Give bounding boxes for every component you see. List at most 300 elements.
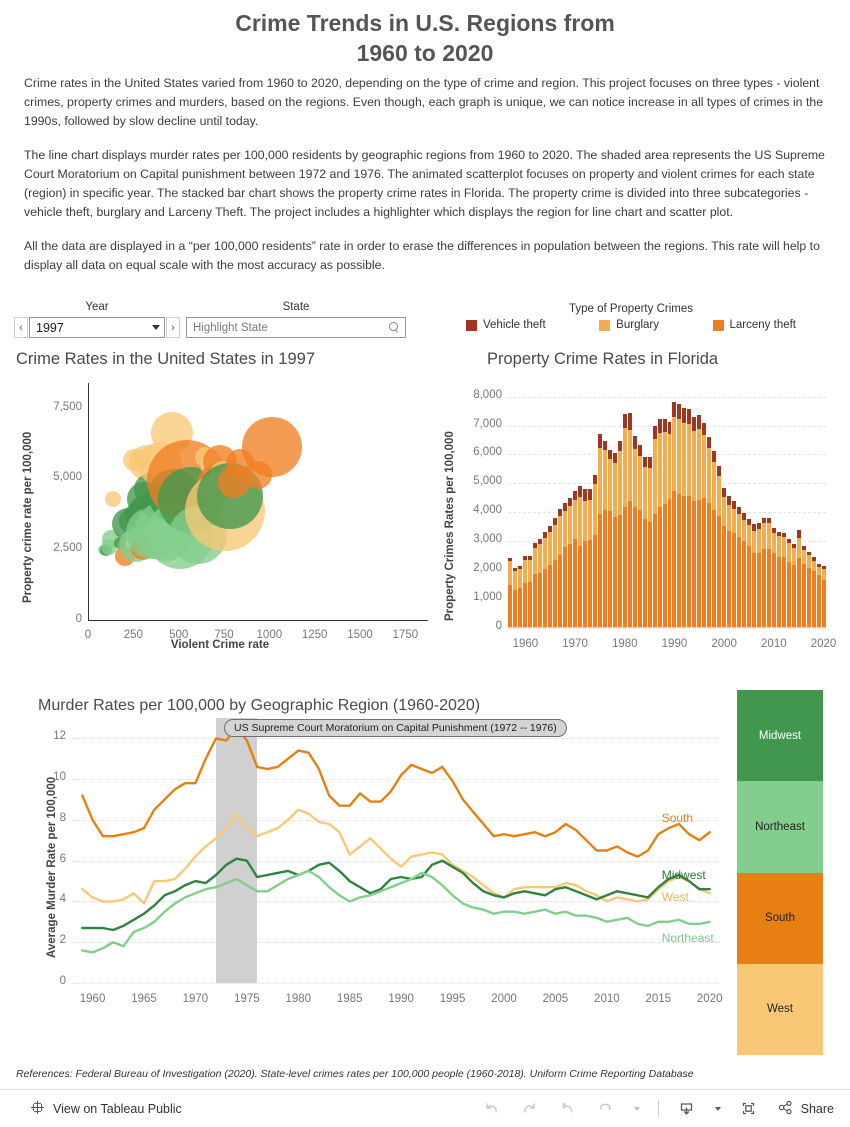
bar-segment (653, 514, 657, 628)
bar-segment (628, 413, 632, 429)
line-y-tick: 2 (59, 934, 66, 947)
bar-column[interactable] (687, 409, 691, 628)
bar-segment (643, 467, 647, 519)
bar-x-tick: 2000 (711, 638, 737, 650)
dashboard-title-line1: Crime Trends in U.S. Regions from (235, 10, 615, 36)
line-x-tick: 2000 (491, 993, 517, 1005)
bar-segment (508, 561, 512, 584)
bar-column[interactable] (643, 457, 647, 628)
bar-segment (628, 430, 632, 501)
bar-segment (558, 555, 562, 628)
bar-segment (633, 449, 637, 507)
bar-column[interactable] (513, 568, 517, 628)
line-y-axis-title: Average Murder Rate per 100,000 (46, 776, 58, 958)
bar-segment (712, 451, 716, 462)
bar-column[interactable] (598, 434, 602, 628)
bar-column[interactable] (772, 528, 776, 628)
bar-segment (668, 499, 672, 628)
bar-segment (722, 526, 726, 628)
bar-segment (692, 431, 696, 500)
bar-segment (523, 560, 527, 583)
bar-column[interactable] (663, 419, 667, 628)
bar-segment (583, 501, 587, 541)
bar-column[interactable] (583, 489, 587, 628)
undo-icon[interactable] (482, 1099, 502, 1119)
bar-segment (588, 540, 592, 628)
bar-x-tick: 2020 (810, 638, 837, 650)
state-filter (186, 300, 406, 338)
scatter-bubble[interactable] (105, 491, 121, 507)
scatter-x-axis-title: Violent Crime rate (170, 639, 270, 651)
bar-segment (782, 537, 786, 557)
bar-segment (663, 504, 667, 628)
bar-segment (563, 503, 567, 511)
bar-column[interactable] (782, 533, 786, 628)
bar-segment (802, 564, 806, 629)
bar-segment (643, 457, 647, 467)
bar-segment (717, 476, 721, 516)
scatter-y-tick: 2,500 (53, 542, 82, 555)
bar-column[interactable] (613, 453, 617, 628)
bar-segment (707, 503, 711, 628)
bar-column[interactable] (757, 523, 761, 628)
bar-segment (618, 515, 622, 628)
bar-segment (772, 533, 776, 553)
bar-segment (742, 520, 746, 541)
bar-segment (578, 486, 582, 497)
bar-segment (727, 505, 731, 530)
bar-column[interactable] (543, 532, 547, 628)
bar-segment (682, 496, 686, 628)
line-x-tick: 1970 (182, 993, 209, 1005)
year-select-value: 1997 (36, 320, 64, 335)
legend-item-larceny-theft[interactable] (713, 319, 796, 331)
bar-segment (668, 434, 672, 499)
bar-column[interactable] (648, 457, 652, 628)
bar-column[interactable] (588, 489, 592, 628)
bar-column[interactable] (593, 475, 597, 628)
bar-segment (598, 434, 602, 448)
bar-segment (687, 496, 691, 628)
region-legend-label: West (767, 1003, 793, 1016)
bar-segment (677, 404, 681, 419)
bar-segment (722, 497, 726, 526)
bar-segment (732, 509, 736, 533)
bar-column[interactable] (672, 402, 676, 628)
bar-column[interactable] (618, 441, 622, 628)
bar-segment (593, 535, 597, 628)
bar-segment (663, 419, 667, 432)
bar-column[interactable] (747, 519, 751, 628)
bar-column[interactable] (762, 518, 766, 628)
state-search-input[interactable] (186, 317, 406, 338)
bar-segment (623, 428, 627, 506)
line-y-tick: 0 (59, 975, 66, 987)
bar-column[interactable] (802, 546, 806, 628)
bar-segment (658, 507, 662, 628)
state-search-placeholder: Highlight State (193, 321, 268, 334)
bar-segment (663, 432, 667, 503)
bar-segment (638, 445, 642, 455)
region-legend-label: Midwest (758, 729, 802, 742)
legend-label: Vehicle theft (483, 319, 546, 331)
bar-segment (737, 507, 741, 514)
line-series-northeast[interactable] (82, 871, 709, 953)
bar-segment (747, 546, 751, 628)
bar-column[interactable] (638, 445, 642, 628)
share-label: Share (800, 1101, 834, 1116)
bar-column[interactable] (787, 539, 791, 628)
bar-segment (762, 549, 766, 628)
bar-y-tick: 2,000 (473, 562, 502, 575)
scatter-chart-title: Crime Rates in the United States in 1997 (16, 350, 315, 368)
bar-segment (807, 555, 811, 567)
bar-series-container (508, 385, 826, 628)
line-x-tick: 1980 (285, 993, 312, 1005)
bar-column[interactable] (792, 544, 796, 628)
bar-segment (578, 546, 582, 628)
revert-icon[interactable] (558, 1099, 578, 1119)
bar-column[interactable] (707, 437, 711, 628)
bar-segment (677, 494, 681, 628)
view-on-tableau-public-label: View on Tableau Public (53, 1101, 182, 1116)
bar-column[interactable] (742, 513, 746, 628)
scatter-x-tick: 1500 (347, 629, 373, 641)
bar-column[interactable] (528, 556, 532, 628)
bar-segment (588, 500, 592, 539)
fullscreen-icon[interactable] (739, 1099, 759, 1119)
bar-column[interactable] (697, 415, 701, 628)
bar-y-tick: 8,000 (473, 388, 502, 401)
bar-column[interactable] (653, 426, 657, 628)
bar-y-tick: 5,000 (473, 475, 502, 488)
bar-column[interactable] (563, 503, 567, 628)
bar-column[interactable] (633, 436, 637, 628)
property-crime-legend-items (466, 319, 796, 331)
bar-segment (817, 567, 821, 575)
bar-segment (573, 539, 577, 628)
bar-segment (668, 422, 672, 434)
line-y-tick: 4 (59, 893, 66, 906)
bar-segment (767, 523, 771, 549)
bar-column[interactable] (692, 417, 696, 628)
bar-segment (638, 510, 642, 628)
bar-x-tick: 2010 (761, 638, 787, 650)
line-series-svg (72, 718, 720, 983)
legend-swatch (466, 320, 477, 331)
bar-column[interactable] (717, 466, 721, 628)
scatter-x-tick: 500 (169, 629, 189, 641)
bar-column[interactable] (722, 488, 726, 628)
refresh-dropdown-caret-icon[interactable] (634, 1107, 640, 1111)
bar-segment (767, 549, 771, 628)
bar-segment (697, 500, 701, 628)
line-x-tick: 2020 (696, 993, 723, 1005)
bar-segment (737, 514, 741, 537)
bar-segment (672, 402, 676, 416)
line-y-tick: 6 (59, 852, 66, 865)
bar-segment (702, 423, 706, 436)
bar-column[interactable] (518, 566, 522, 628)
bar-segment (593, 475, 597, 484)
bar-segment (797, 538, 801, 558)
bar-column[interactable] (573, 491, 577, 628)
bar-x-tick: 1980 (611, 638, 638, 650)
bar-segment (792, 548, 796, 566)
bar-segment (732, 533, 736, 628)
region-legend-item-west[interactable] (737, 964, 823, 1055)
bar-segment (817, 575, 821, 628)
bar-segment (702, 498, 706, 628)
line-x-tick: 2010 (594, 993, 620, 1005)
bar-column[interactable] (727, 496, 731, 628)
bar-segment (772, 553, 776, 628)
region-legend-item-south[interactable] (737, 873, 823, 964)
bar-segment (653, 426, 657, 440)
scatter-bubble[interactable] (242, 417, 302, 477)
line-series-label-south: South (661, 811, 694, 826)
scatter-y-tick: 0 (75, 613, 82, 625)
bar-segment (513, 571, 517, 590)
bar-segment (782, 557, 786, 628)
legend-label: Burglary (616, 319, 659, 331)
line-x-tick: 2015 (645, 993, 672, 1005)
bar-y-tick: 0 (495, 620, 502, 632)
bar-y-tick: 7,000 (473, 417, 502, 430)
intro-text (0, 68, 850, 275)
bar-column[interactable] (533, 543, 537, 628)
bar-column[interactable] (677, 404, 681, 628)
bar-segment (553, 560, 557, 628)
bar-segment (518, 588, 522, 628)
bar-segment (648, 468, 652, 521)
year-next-button[interactable]: › (166, 317, 180, 338)
bar-segment (712, 510, 716, 628)
bar-segment (787, 562, 791, 628)
bar-segment (513, 590, 517, 628)
bar-segment (558, 516, 562, 554)
bar-segment (508, 585, 512, 628)
scatter-x-tick: 250 (123, 629, 143, 641)
bar-column[interactable] (548, 526, 552, 628)
tableau-toolbar (0, 1089, 850, 1127)
line-series-label-northeast: Northeast (661, 930, 714, 945)
bar-column[interactable] (797, 530, 801, 628)
line-series-south[interactable] (82, 728, 709, 856)
scatter-plot-area[interactable] (88, 383, 428, 621)
bar-y-tick: 6,000 (473, 446, 502, 459)
bar-column[interactable] (817, 564, 821, 628)
bar-segment (528, 582, 532, 628)
bar-column[interactable] (822, 566, 826, 628)
bar-segment (717, 466, 721, 476)
bar-column[interactable] (752, 524, 756, 628)
line-gridline (72, 983, 720, 984)
bar-segment (603, 441, 607, 450)
bar-segment (787, 543, 791, 562)
line-x-tick: 1965 (131, 993, 157, 1005)
download-icon[interactable] (677, 1099, 697, 1119)
bar-segment (603, 510, 607, 628)
bar-column[interactable] (623, 414, 627, 628)
scatter-y-tick: 7,500 (53, 400, 82, 413)
line-x-tick: 2005 (542, 993, 569, 1005)
bar-column[interactable] (608, 450, 612, 628)
bar-column[interactable] (712, 451, 716, 628)
bar-segment (687, 409, 691, 424)
bar-column[interactable] (702, 423, 706, 628)
bar-segment (757, 553, 761, 629)
bar-column[interactable] (767, 518, 771, 628)
bar-segment (518, 569, 522, 588)
bar-segment (568, 544, 572, 628)
property-crime-legend (466, 303, 796, 331)
region-legend-label: Northeast (755, 820, 805, 833)
bar-column[interactable] (568, 498, 572, 628)
bar-column[interactable] (737, 507, 741, 628)
redo-icon[interactable] (520, 1099, 540, 1119)
bar-segment (822, 569, 826, 580)
bar-segment (697, 415, 701, 429)
region-legend-item-midwest[interactable] (737, 690, 823, 781)
bar-segment (568, 506, 572, 544)
legend-label: Larceny theft (729, 319, 796, 331)
bar-y-tick: 1,000 (473, 591, 502, 604)
region-legend[interactable] (737, 690, 823, 1055)
line-x-tick: 1985 (336, 993, 363, 1005)
bar-segment (762, 523, 766, 549)
bar-segment (573, 491, 577, 500)
bar-segment (608, 450, 612, 459)
bar-segment (727, 496, 731, 505)
bar-segment (633, 436, 637, 449)
bar-segment (727, 531, 731, 628)
bar-segment (822, 580, 826, 628)
bar-segment (633, 507, 637, 629)
bar-segment (638, 456, 642, 510)
bar-segment (672, 417, 676, 491)
legend-swatch (599, 320, 610, 331)
bar-segment (797, 558, 801, 628)
bar-segment (682, 423, 686, 496)
bar-x-tick: 1990 (661, 638, 688, 650)
year-filter-label: Year (85, 301, 109, 313)
line-y-tick: 10 (53, 771, 66, 784)
bar-segment (812, 561, 816, 572)
references-text: References: Federal Bureau of Investigation (2020). State-level crimes rates per 100,000 people (1960-2018). Uniform Crime Reporting Database (16, 1068, 694, 1080)
bar-column[interactable] (682, 408, 686, 628)
bar-segment (672, 491, 676, 628)
line-series-label-midwest: Midwest (661, 868, 706, 883)
bar-segment (692, 501, 696, 628)
legend-item-vehicle-theft[interactable] (466, 319, 546, 331)
bar-column[interactable] (508, 558, 512, 628)
bar-segment (558, 509, 562, 516)
scatter-chart (0, 375, 440, 665)
bar-segment (563, 547, 567, 628)
bar-segment (563, 511, 567, 547)
bar-segment (677, 419, 681, 494)
dashboard-title-line2: 1960 to 2020 (356, 40, 494, 66)
bar-segment (578, 497, 582, 546)
year-select[interactable] (29, 317, 165, 338)
bar-segment (553, 525, 557, 560)
bar-column[interactable] (812, 557, 816, 628)
bar-segment (583, 489, 587, 502)
line-chart-title: Murder Rates per 100,000 by Geographic Region (1960-2020) (38, 697, 481, 714)
bar-column[interactable] (523, 556, 527, 628)
bar-y-tick: 3,000 (473, 533, 502, 546)
intro-paragraph-1: Crime rates in the United States varied from 1960 to 2020, depending on the type of crime and region. This project focuses on three types - violent crimes, property crimes and murders, based on the regions. Even though, each graph is unique, we can notice increase in all types of crimes in the 1990s, followed by slow decline until today. (24, 76, 824, 128)
line-plot-area[interactable] (72, 718, 720, 983)
download-dropdown-caret-icon[interactable] (715, 1107, 721, 1111)
bar-column[interactable] (658, 419, 662, 628)
year-prev-button[interactable]: ‹ (14, 317, 28, 338)
bar-chart-title: Property Crime Rates in Florida (487, 350, 719, 368)
moratorium-annotation: US Supreme Court Moratorium on Capital Punishment (1972 -- 1976) (224, 719, 567, 737)
bar-column[interactable] (807, 552, 811, 628)
bar-column[interactable] (628, 413, 632, 628)
bar-segment (603, 450, 607, 510)
bar-segment (702, 435, 706, 498)
bar-segment (613, 453, 617, 462)
bar-segment (712, 462, 716, 511)
bar-column[interactable] (558, 509, 562, 628)
line-x-tick: 1995 (439, 993, 466, 1005)
bar-segment (588, 489, 592, 500)
bar-column[interactable] (732, 501, 736, 628)
share-icon (777, 1099, 794, 1119)
bar-segment (598, 514, 602, 628)
bar-segment (752, 531, 756, 554)
bar-column[interactable] (603, 441, 607, 628)
line-y-tick: 12 (53, 730, 66, 743)
bar-segment (553, 518, 557, 525)
bar-segment (583, 541, 587, 628)
bar-baseline (508, 627, 826, 628)
bar-column[interactable] (553, 518, 557, 628)
bar-segment (747, 525, 751, 546)
bar-segment (722, 488, 726, 497)
bar-segment (717, 516, 721, 628)
bar-segment (732, 501, 736, 509)
region-legend-label: South (764, 912, 796, 925)
scatter-x-tick: 1750 (392, 629, 419, 641)
bar-segment (807, 568, 811, 628)
bar-column[interactable] (538, 539, 542, 628)
bar-segment (777, 557, 781, 628)
bar-segment (618, 451, 622, 515)
bar-x-tick: 1960 (512, 638, 539, 650)
bar-segment (707, 437, 711, 449)
legend-swatch (713, 320, 724, 331)
bar-segment (643, 519, 647, 628)
bar-x-tick: 1970 (562, 638, 588, 650)
bar-segment (812, 571, 816, 628)
bar-column[interactable] (578, 486, 582, 628)
refresh-icon[interactable] (596, 1099, 616, 1119)
bar-segment (523, 583, 527, 628)
bar-column[interactable] (777, 532, 781, 628)
view-on-tableau-public-button[interactable] (30, 1100, 182, 1118)
line-x-tick: 1990 (388, 993, 414, 1005)
share-button[interactable] (777, 1099, 834, 1119)
region-legend-item-northeast[interactable] (737, 781, 823, 872)
legend-item-burglary[interactable] (599, 319, 659, 331)
bar-segment (648, 457, 652, 468)
bar-column[interactable] (668, 422, 672, 628)
bar-plot-area[interactable] (508, 385, 826, 628)
